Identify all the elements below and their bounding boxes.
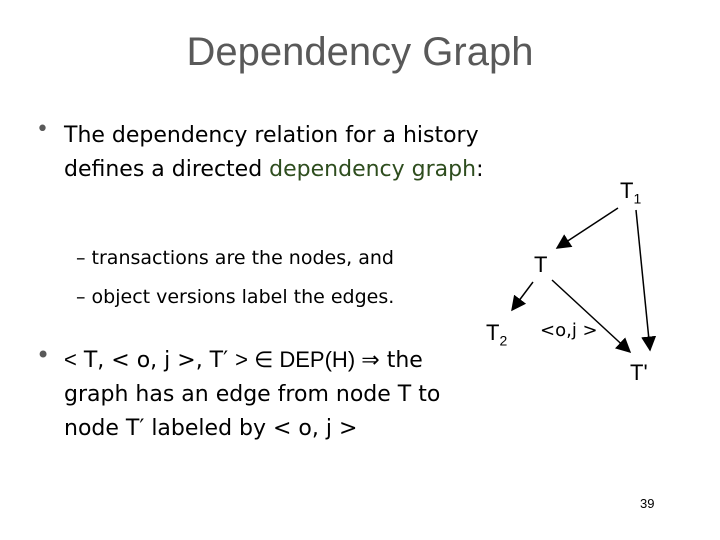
edge-t1-t xyxy=(557,208,618,248)
sub-bullet-nodes: – transactions are the nodes, and xyxy=(76,247,394,269)
edge-label-oj: <o,j > xyxy=(540,320,598,341)
bullet1-colon: : xyxy=(476,157,484,182)
node-t: T xyxy=(534,252,548,277)
sub-bullet-edges: – object versions label the edges. xyxy=(76,286,395,308)
bullet-marker: • xyxy=(36,117,49,142)
element-of-dep: ∈ DEP(H) ⇒ xyxy=(247,347,380,372)
bullet1-text: The dependency relation for a history defines a directed xyxy=(64,123,479,182)
edge-t-tprime xyxy=(552,280,630,352)
bullet2-rest: the graph has an edge from node T to node T′ labeled by < o, j > xyxy=(64,348,441,441)
dependency-graph-term: dependency graph xyxy=(269,157,477,182)
bullet-marker: • xyxy=(36,341,51,369)
tuple-open: < xyxy=(64,347,77,372)
slide-title: Dependency Graph xyxy=(186,30,534,74)
edge-t1-tprime xyxy=(636,210,650,350)
node-t2: $T_2$ xyxy=(486,320,508,349)
node-t1: $T_1$ xyxy=(620,178,642,207)
edge-t-t2 xyxy=(512,282,533,310)
tuple-close: > xyxy=(235,347,248,372)
page-number: 39 xyxy=(640,496,655,511)
node-tprime: T' xyxy=(630,360,648,385)
tuple-contents: T, < o, j >, T′ xyxy=(83,348,229,373)
